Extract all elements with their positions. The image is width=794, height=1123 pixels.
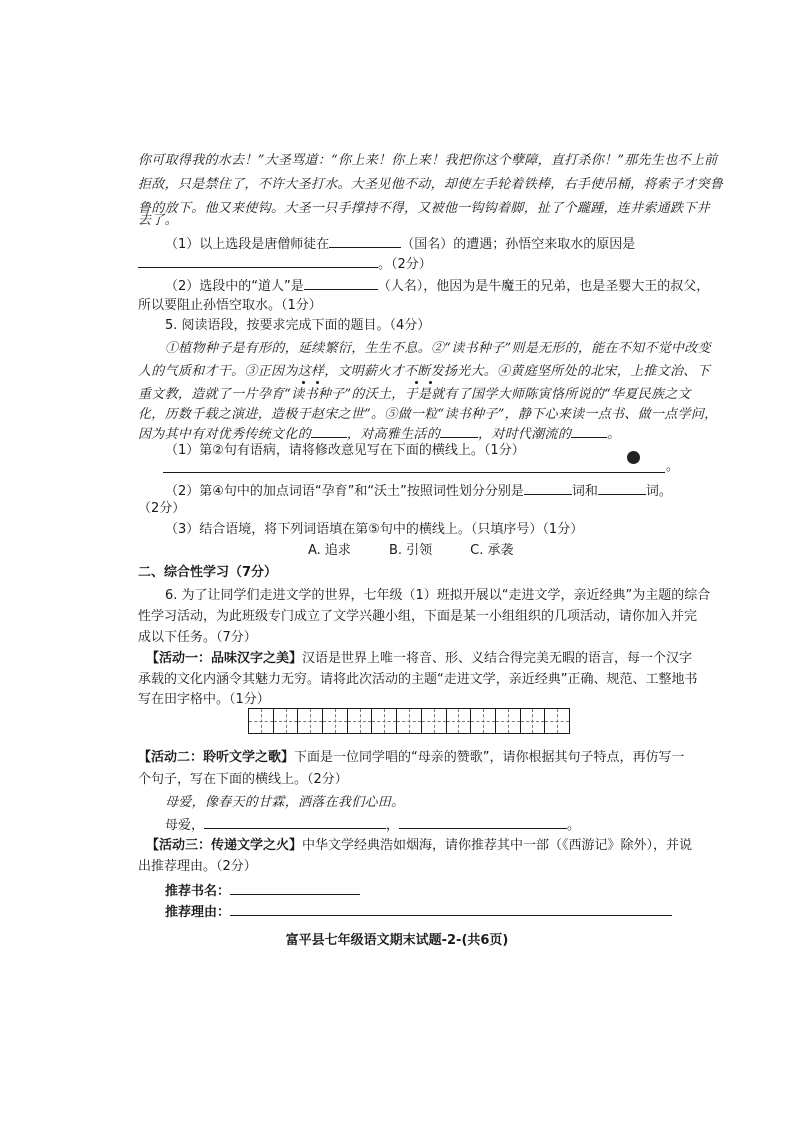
grid-cell[interactable] <box>521 709 546 733</box>
answer-blank[interactable] <box>571 425 607 438</box>
passage-line: 拒敌，只是禁住了，不许大圣打水。大圣见他不动，却使左手轮着铁棒，右手使吊桶，将索子才突鲁 <box>138 177 724 192</box>
q5-title: 5. 阅读语段，按要求完成下面的题目。（4分） <box>165 318 431 333</box>
activity1-title: 【活动一：品味汉字之美】 <box>146 651 303 666</box>
passage-line: 你可取得我的水去！”大圣骂道：“你上来！你上来！我把你这个孽障，直打杀你！”那先生也不上前 <box>138 153 718 168</box>
q4-sub1-cont: 。（2分） <box>138 255 432 273</box>
activity3-line: 出推荐理由。（2分） <box>138 859 257 874</box>
q5-paragraph-line: ①植物种子是有形的，延续繁衍，生生不息。②“读书种子”则是无形的，能在不知不觉中改变 <box>165 341 711 356</box>
activity1-line: 承载的文化内涵令其魅力无穷。请将此次活动的主题“走进文学，亲近经典”正确、规范、工整地书 <box>138 672 698 687</box>
grid-cell[interactable] <box>496 709 521 733</box>
answer-blank[interactable] <box>138 255 378 268</box>
answer-blank[interactable] <box>598 482 646 495</box>
page-footer: 富平县七年级语文期末试题-2-(共6页) <box>285 933 509 948</box>
passage-line: 鲁的放下。他又来使钩。大圣一只手撑持不得，又被他一钩钩着脚，扯了个躘踵，连井索通跌下井 <box>138 201 710 216</box>
q5-sub3: （3）结合语境，将下列词语填在第⑤句中的横线上。（只填序号）（1分） <box>165 522 584 537</box>
grid-cell[interactable] <box>249 709 274 733</box>
emphasis-dot <box>302 381 305 384</box>
answer-blank[interactable] <box>440 425 478 438</box>
book-name-row <box>165 882 360 900</box>
tianzige-grid[interactable] <box>248 708 570 734</box>
emphasis-dot <box>316 381 319 384</box>
activity2-fill: 母爱， ， 。 <box>165 818 581 833</box>
grid-cell[interactable] <box>323 709 348 733</box>
q6-line: 性学习活动，为此班级专门成立了文学兴趣小组，下面是某一小组组织的几项活动，请你加入并完 <box>138 609 698 624</box>
grid-cell[interactable] <box>348 709 373 733</box>
q5-sub2-score: （2分） <box>138 501 186 516</box>
q5-paragraph-line: 因为其中有对优秀传统文化的 ，对高雅生活的 ，对时代潮流的 。 <box>138 427 621 442</box>
activity3-title: 【活动三：传递文学之火】 <box>146 838 303 853</box>
q5-paragraph-line: 人的气质和才干。③正因为这样，文明薪火才不断发扬光大。④黄庭坚所处的北宋，上推文治、下 <box>138 364 710 379</box>
book-name-label: 推荐书名： <box>165 884 231 899</box>
activity2-line: 【活动二：聆听文学之歌】下面是一位同学唱的“母亲的赞歌”，请你根据其句子特点，再仿写一 <box>138 750 685 765</box>
answer-blank[interactable] <box>204 816 386 829</box>
passage-line: 去了。 <box>138 213 178 228</box>
answer-blank[interactable] <box>311 425 347 438</box>
choice-b: B. 引领 <box>388 543 433 558</box>
answer-blank[interactable] <box>329 235 401 248</box>
q4-sub2: （2）选段中的“道人”是 （人名），他因为是牛魔王的兄弟，也是圣婴大王的叔父， <box>165 279 710 294</box>
answer-line[interactable] <box>163 472 665 473</box>
q5-paragraph-line: 化，历数千载之演进，造极于赵宋之世”。⑤做一粒“读书种子”，静下心来读一点书、做一点学问， <box>138 407 718 422</box>
reason-row <box>165 903 672 921</box>
q4-sub1: （1）以上选段是唐僧师徒在 （国名）的遭遇；孙悟空来取水的原因是 <box>165 237 636 252</box>
grid-cell[interactable] <box>471 709 496 733</box>
q6-line: 成以下任务。（7分） <box>138 630 257 645</box>
q4-sub2-cont: 所以要阻止孙悟空取水。（1分） <box>138 298 322 313</box>
choice-c: C. 承袭 <box>470 543 514 558</box>
emphasis-dot <box>415 381 418 384</box>
section-heading: 二、综合性学习（7分） <box>138 565 278 580</box>
answer-blank[interactable] <box>524 482 572 495</box>
book-name-blank[interactable] <box>230 882 360 895</box>
activity2-example: 母爱，像春天的甘霖，洒落在我们心田。 <box>165 795 405 810</box>
activity1-line: 【活动一：品味汉字之美】汉语是世界上唯一将音、形、义结合得完美无暇的语言，每一个汉字 <box>146 651 693 666</box>
activity3-line: 【活动三：传递文学之火】中华文学经典浩如烟海，请你推荐其中一部（《西游记》除外），并说 <box>146 838 693 853</box>
grid-cell[interactable] <box>422 709 447 733</box>
grid-cell[interactable] <box>274 709 299 733</box>
grid-cell[interactable] <box>397 709 422 733</box>
q5-sub1: （1）第②句有语病，请将修改意见写在下面的横线上。（1分） <box>165 443 525 458</box>
activity2-line: 个句子，写在下面的横线上。（2分） <box>138 772 348 787</box>
q5-sub2: （2）第④句中的加点词语“孕育”和“沃土”按照词性划分分别是 词和 词。 <box>165 484 672 499</box>
answer-blank[interactable] <box>399 816 567 829</box>
grid-cell[interactable] <box>447 709 472 733</box>
grid-cell[interactable] <box>298 709 323 733</box>
activity2-title: 【活动二：聆听文学之歌】 <box>138 750 295 765</box>
q5-paragraph-line: 重文教，造就了一片孕育“读书种子”的沃土，于是就有了国学大师陈寅恪所说的“华夏民族之文 <box>138 387 691 402</box>
line-end-period: 。 <box>666 459 680 474</box>
emphasis-dot <box>429 381 432 384</box>
answer-blank[interactable] <box>304 277 378 290</box>
ink-spot <box>627 451 640 464</box>
q6-line: 6. 为了让同学们走进文学的世界，七年级（1）班拟开展以“走进文学，亲近经典”为主题的综合 <box>165 588 711 603</box>
activity1-line: 写在田字格中。（1分） <box>138 692 270 707</box>
grid-cell[interactable] <box>372 709 397 733</box>
choice-a: A. 追求 <box>308 543 351 558</box>
grid-cell[interactable] <box>545 709 569 733</box>
reason-blank[interactable] <box>230 903 672 916</box>
choice-row <box>308 543 551 559</box>
reason-label: 推荐理由： <box>165 905 231 920</box>
